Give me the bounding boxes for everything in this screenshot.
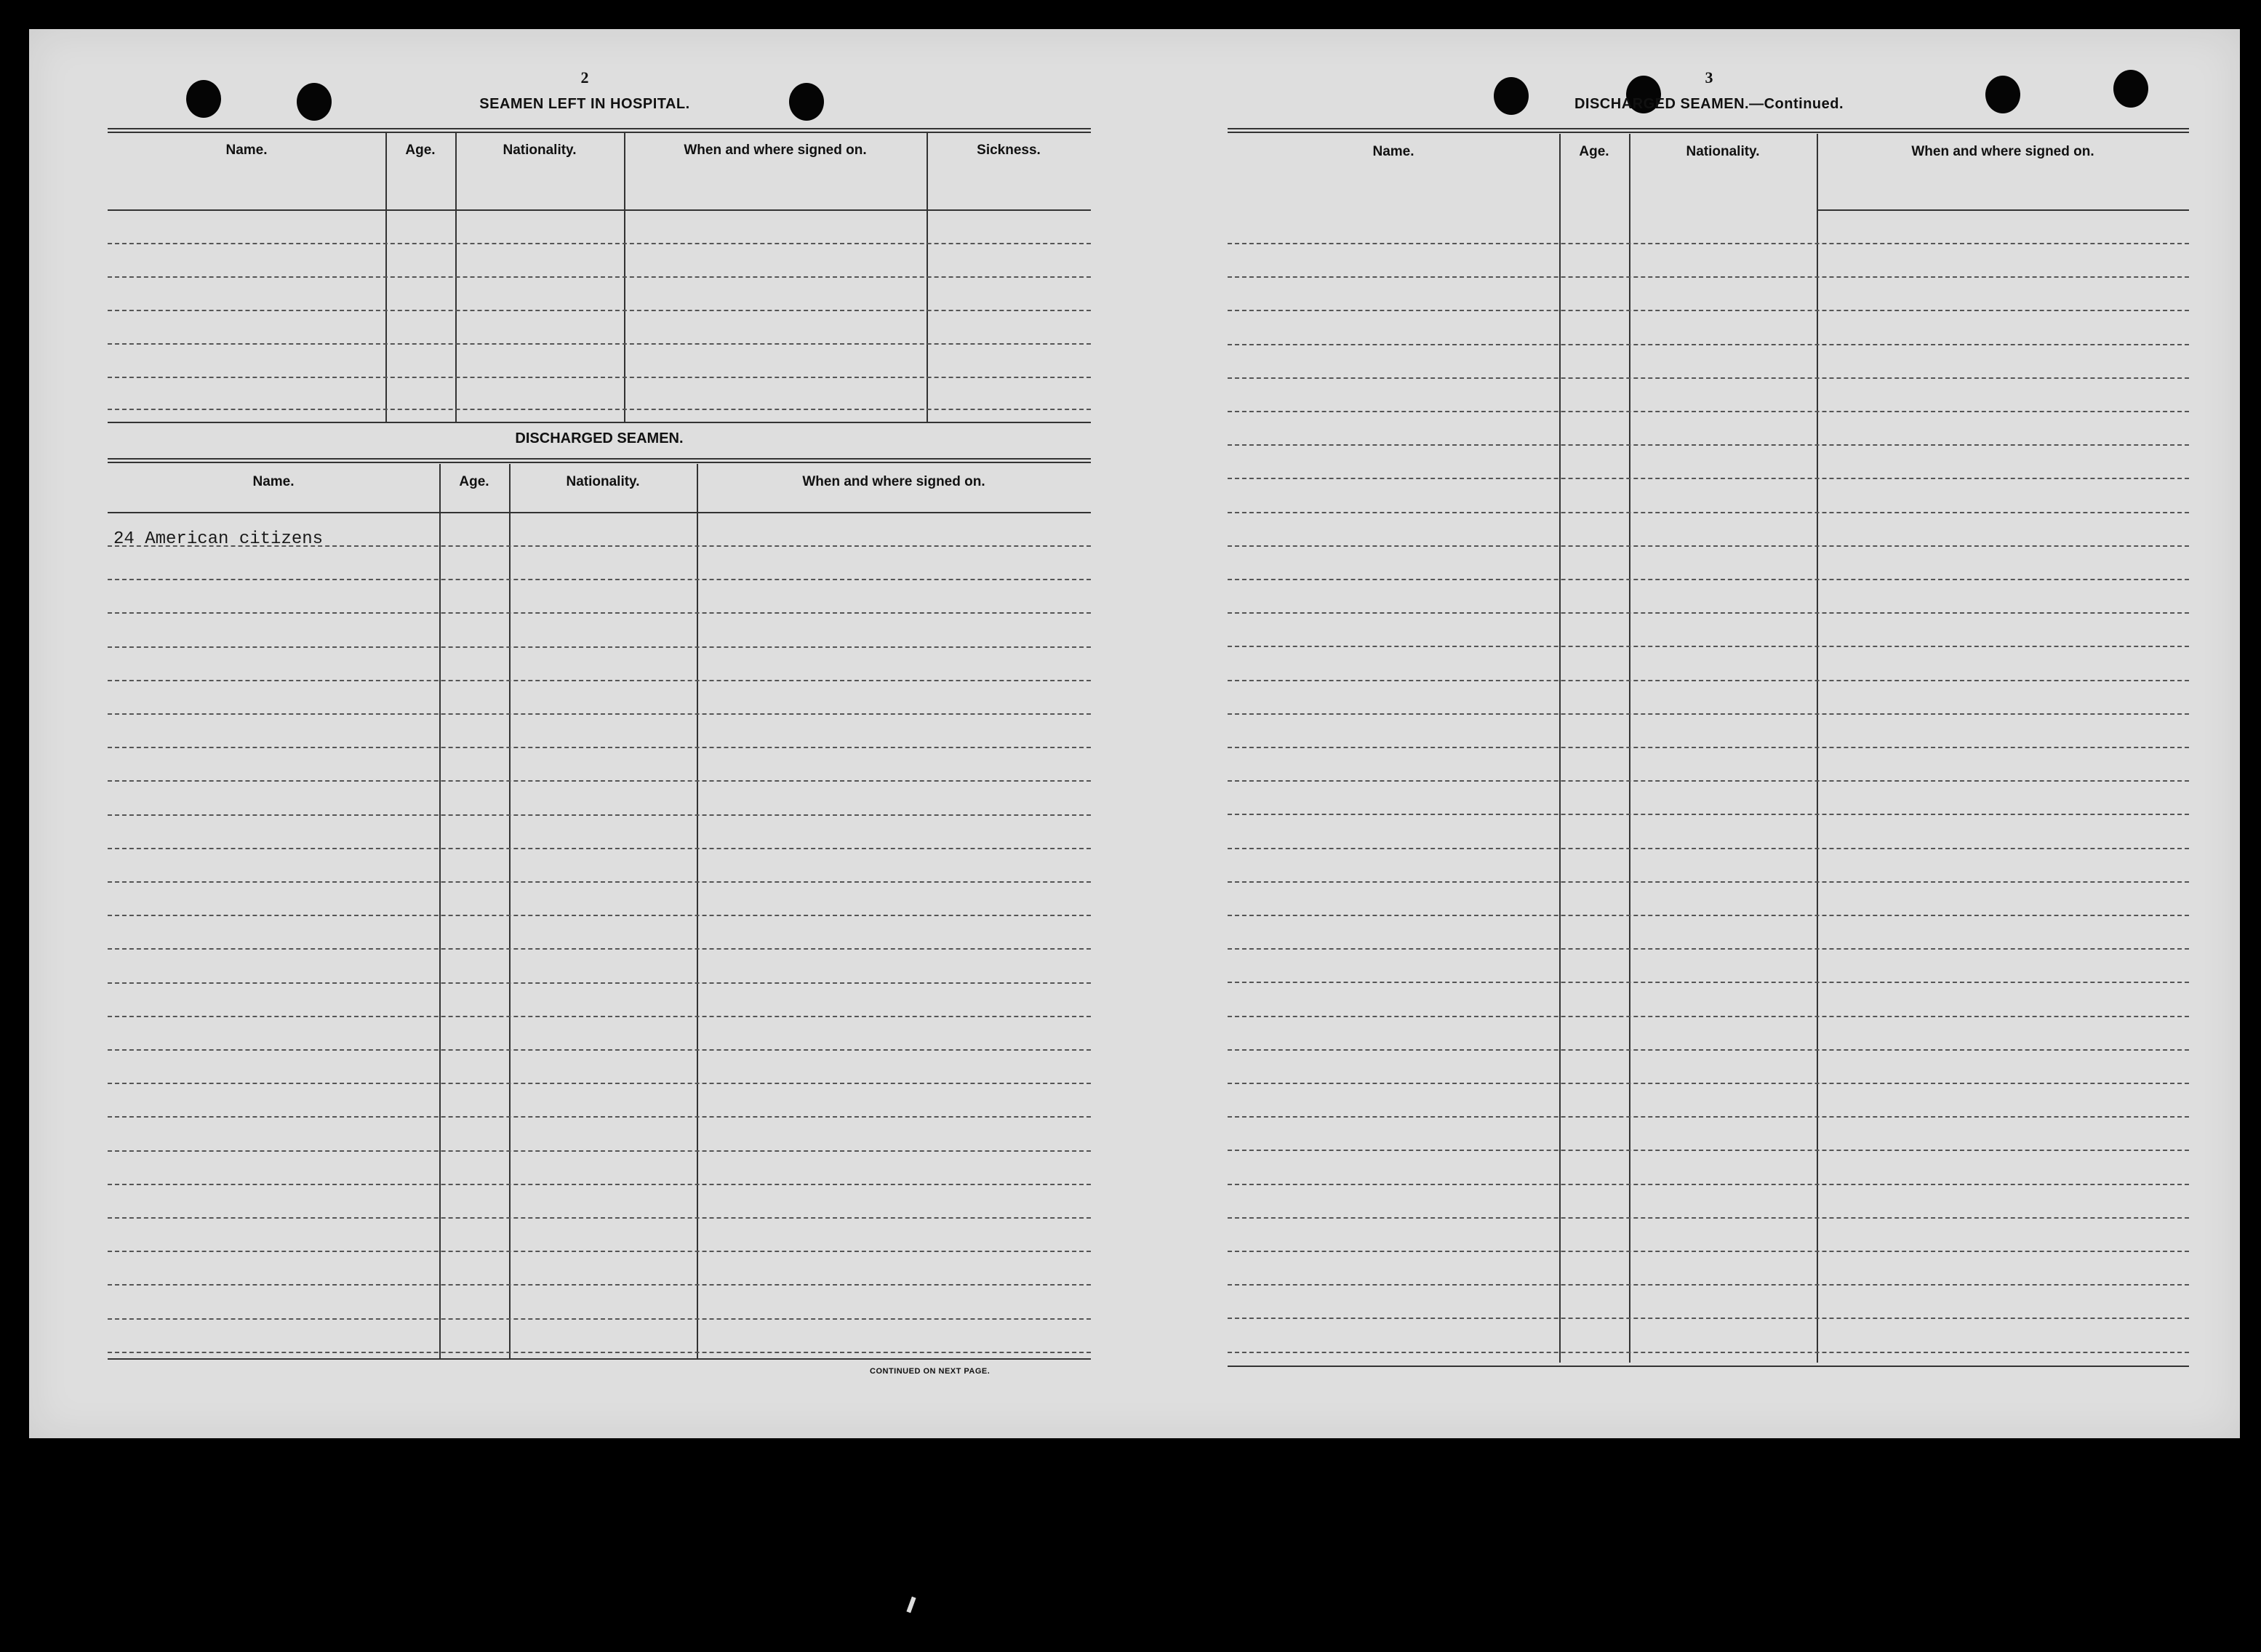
table-bottom-rule [1228,1366,2189,1367]
ruled-line [1228,1352,2189,1353]
column-header-name: Name. [252,474,295,489]
discharged-continued-table [1228,128,2189,1368]
ruled-line [1228,814,2189,815]
column-divider [1817,134,1818,1363]
ruled-line [108,343,1091,345]
column-header-sickness: Sickness. [977,143,1041,158]
ruled-line [1228,915,2189,916]
ruled-line [108,948,1091,950]
table-header [1228,134,2189,177]
ruled-line [1228,1116,2189,1118]
column-divider [439,464,441,1358]
right-page [1134,29,2240,1438]
column-header-age: Age. [405,143,436,158]
ruled-line [108,612,1091,614]
ruled-line [1228,276,2189,278]
ruled-line [108,848,1091,849]
ruled-line [1228,377,2189,379]
column-header-signed-on: When and where signed on. [1911,144,2094,159]
scan-mark [906,1597,916,1613]
ruled-line [1228,1318,2189,1319]
ruled-line [1228,478,2189,479]
ruled-line [108,1049,1091,1051]
ruled-line [1228,243,2189,244]
left-page [29,29,1134,1438]
ruled-line [1228,612,2189,614]
column-divider [1629,134,1630,1363]
ruled-line [108,915,1091,916]
discharged-entry: 24 American citizens [113,529,324,549]
ruled-line [1228,444,2189,446]
table-top-rule [108,128,1091,129]
document-sheet [29,29,2240,1438]
header-rule [108,512,1091,513]
ruled-line [1228,747,2189,748]
ruled-line [108,377,1091,378]
table-bottom-rule [108,1358,1091,1360]
column-divider [927,132,928,423]
ruled-line [108,1251,1091,1252]
column-header-signed-on: When and where signed on. [684,143,867,158]
ruled-line [1228,646,2189,647]
section-title-discharged-continued: DISCHARGED SEAMEN.—Continued. [1574,96,1844,112]
table-top-rule [108,458,1091,460]
hospital-table [108,128,1091,423]
column-divider [455,132,457,423]
ruled-line [1228,680,2189,681]
ruled-line [108,982,1091,984]
ruled-line [108,780,1091,782]
column-header-signed-on: When and where signed on. [802,474,985,489]
page-number: 3 [1705,68,1713,87]
table-top-rule [1228,128,2189,129]
continued-footer: CONTINUED ON NEXT PAGE. [870,1367,991,1376]
header-rule [1818,209,2189,211]
ruled-line [108,814,1091,816]
ruled-line [108,1217,1091,1219]
ruled-line [108,310,1091,311]
ruled-line [1228,344,2189,345]
ruled-line [1228,579,2189,580]
ruled-line [1228,1150,2189,1151]
ruled-line [108,579,1091,580]
ruled-line [108,243,1091,244]
ruled-line [1228,1184,2189,1185]
ruled-line [1228,1217,2189,1219]
ruled-line [1228,1016,2189,1017]
column-header-name: Name. [225,143,268,158]
ruled-line [1228,881,2189,883]
column-divider [509,464,511,1358]
ruled-line [108,1318,1091,1320]
column-divider [624,132,625,423]
section-title-discharged: DISCHARGED SEAMEN. [515,430,684,446]
header-rule [108,209,1091,211]
ruled-line [1228,780,2189,782]
ruled-line [108,1184,1091,1185]
column-header-age: Age. [459,474,489,489]
ruled-line [108,1150,1091,1152]
ruled-line [1228,848,2189,849]
ruled-line [1228,713,2189,715]
column-header-nationality: Nationality. [566,474,640,489]
ruled-line [1228,545,2189,547]
ruled-line [1228,1284,2189,1286]
ruled-line [108,1016,1091,1017]
ruled-line [108,1116,1091,1118]
ruled-line [1228,1049,2189,1051]
ruled-line [108,276,1091,278]
table-header [108,464,1091,508]
ruled-line [108,680,1091,681]
ruled-line [1228,411,2189,412]
ruled-line [1228,1251,2189,1252]
table-header [108,132,1091,176]
ruled-line [108,881,1091,883]
ruled-line [108,1083,1091,1084]
discharged-table [108,458,1091,1367]
ruled-line [108,646,1091,648]
ruled-line [108,713,1091,715]
ruled-line [108,1284,1091,1286]
ruled-line [1228,982,2189,983]
ruled-line [108,747,1091,748]
ruled-line [108,409,1091,410]
column-header-nationality: Nationality. [503,143,577,158]
ruled-line [1228,512,2189,513]
ruled-line [1228,1083,2189,1084]
column-header-age: Age. [1579,144,1609,159]
table-bottom-rule [108,422,1091,423]
page-number: 2 [580,68,589,87]
ruled-line [1228,948,2189,950]
column-header-nationality: Nationality. [1686,144,1760,159]
column-divider [697,464,698,1358]
ruled-line [108,1352,1091,1353]
section-title-hospital: SEAMEN LEFT IN HOSPITAL. [479,96,690,112]
column-divider [1559,134,1561,1363]
column-header-name: Name. [1372,144,1414,159]
ruled-line [1228,310,2189,311]
column-divider [385,132,387,423]
